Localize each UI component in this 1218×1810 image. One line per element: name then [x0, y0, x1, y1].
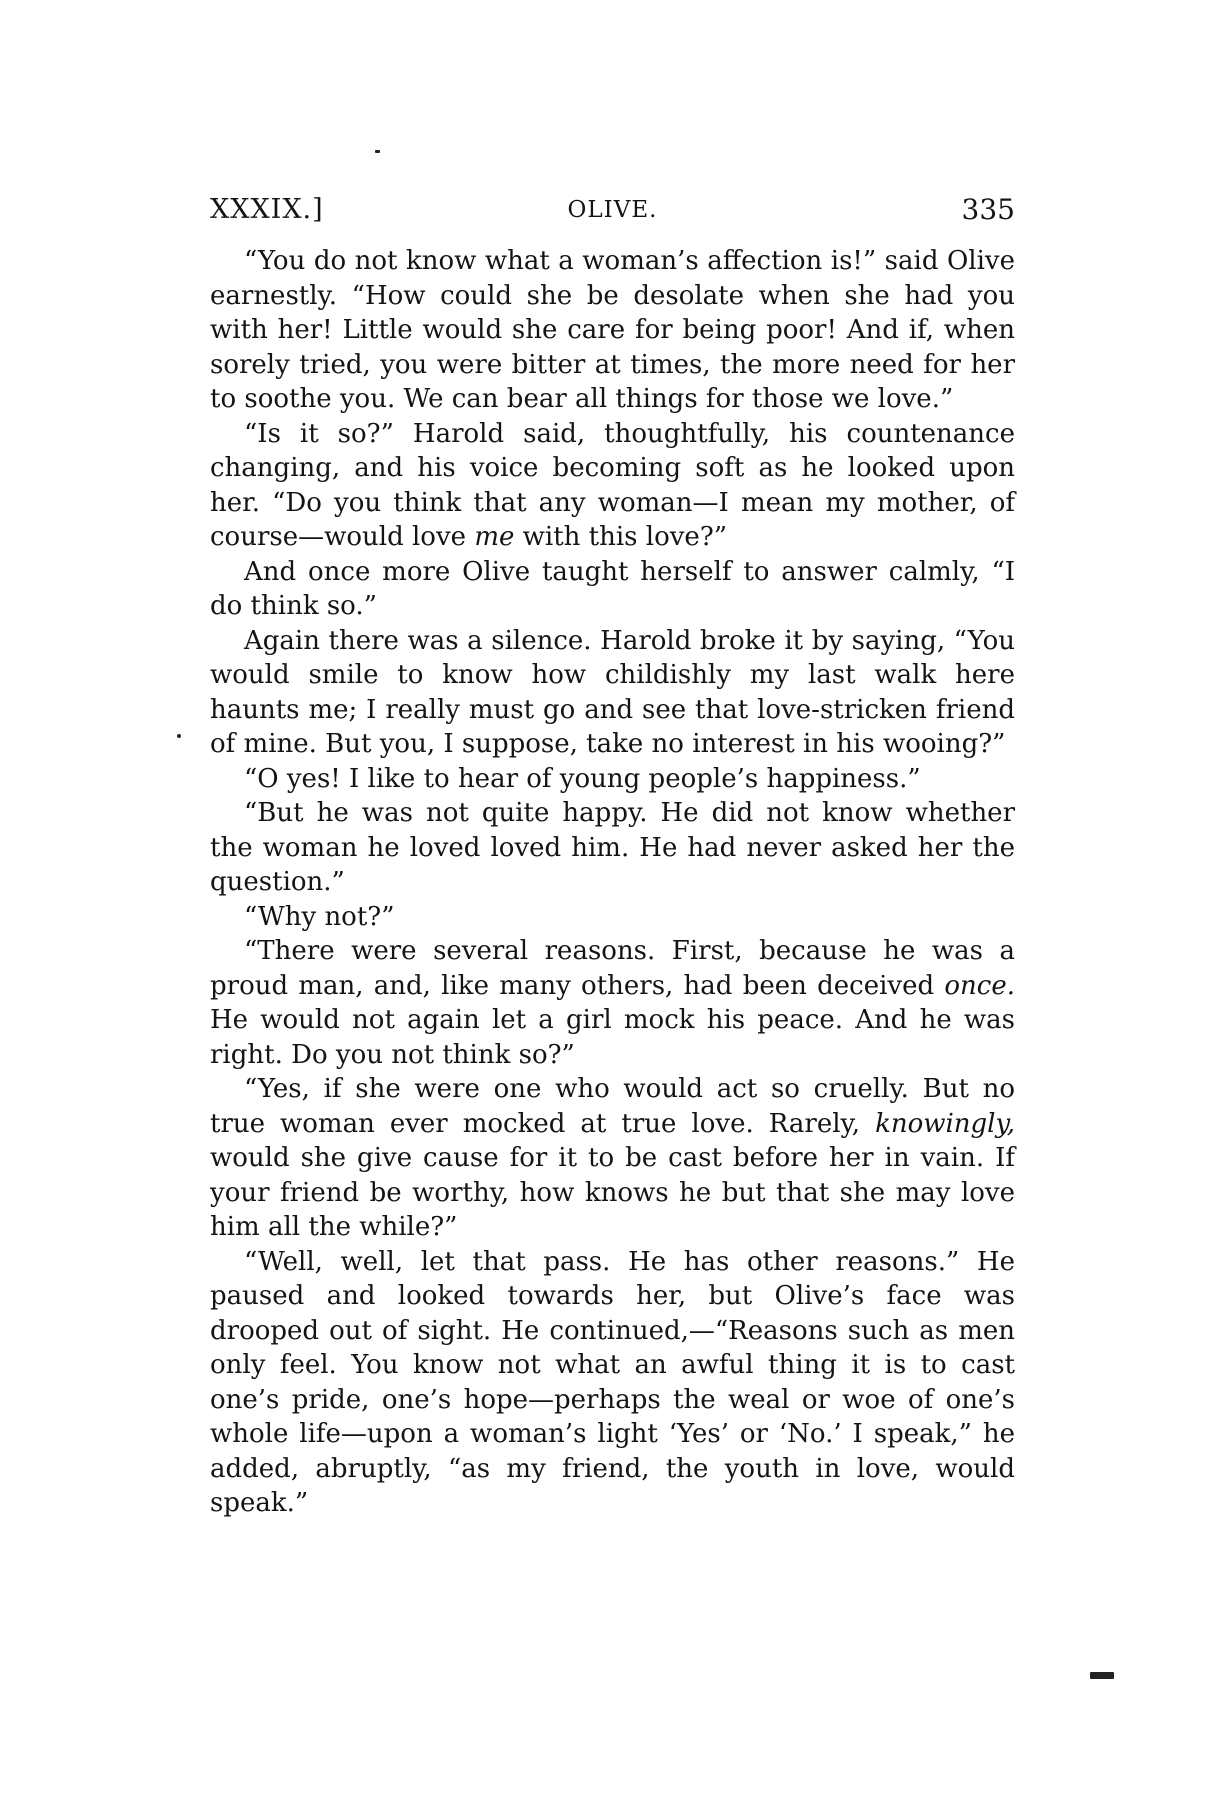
text-run: “Is it so?” Harold said, thoughtfully, his countenance changing, and his voice becoming soft as he looked upon her. “Do you think that any woman—I mean my mother, of course—would love [210, 418, 1015, 552]
italic-word: me [474, 522, 515, 552]
text-run: And once more Olive taught herself to answer calmly, “I do think so.” [210, 556, 1015, 621]
paragraph [210, 244, 1015, 417]
paragraph [210, 1245, 1015, 1521]
scan-speck [375, 150, 380, 153]
text-run: would she give cause for it to be cast before her in vain. If your friend be worthy, how knows he but that she may love him all the while?” [210, 1143, 1015, 1242]
body-text [210, 244, 1015, 1521]
paragraph [210, 555, 1015, 624]
scan-speck [177, 734, 181, 738]
text-run: “Why not?” [244, 901, 395, 932]
chapter-marker: XXXIX.] [210, 194, 324, 225]
text-run: Again there was a silence. Harold broke it by saying, “You would smile to know how childishly my last walk here haunts me; I really must go and see that love-stricken friend of mine. But you, I suppose, take no interest in his wooing?” [210, 625, 1015, 759]
paragraph [210, 796, 1015, 900]
paragraph [210, 624, 1015, 762]
text-run: He would not again let a girl mock his peace. And he was right. Do you not think so?” [210, 1005, 1015, 1070]
running-head [210, 190, 1015, 230]
italic-word: knowingly, [875, 1108, 1015, 1139]
text-run: “You do not know what a woman’s affection is!” said Olive earnestly. “How could she be desolate when she had you with her! Little would she care for being poor! And if, when sorely tried, you were bitter at times, the more need for her to soothe you. We can bear all things for those we love.” [210, 246, 1015, 414]
paragraph [210, 900, 1015, 935]
paragraph [210, 934, 1015, 1072]
running-title: OLIVE. [567, 197, 658, 223]
paragraph [210, 417, 1015, 555]
page-number: 335 [961, 193, 1015, 226]
book-page [210, 190, 1015, 1521]
text-run: “Well, well, let that pass. He has other reasons.” He paused and looked towards her, but Olive’s face was drooped out of sight. He continued,—“Reasons such as men only feel. You know not what an awful thing it is to cast one’s pride, one’s hope—perhaps the weal or woe of one’s whole life—upon a woman’s light ‘Yes’ or ‘No.’ I speak,” he added, abruptly, “as my friend, the youth in love, would speak.” [210, 1246, 1015, 1518]
scan-speck [1090, 1672, 1114, 1679]
italic-word: once. [944, 970, 1015, 1001]
text-run: “There were several reasons. First, because he was a proud man, and, like many others, had been deceived [210, 936, 1015, 1001]
text-run: “O yes! I like to hear of young people’s happiness.” [244, 763, 921, 794]
text-run: “But he was not quite happy. He did not know whether the woman he loved loved him. He had never asked her the question.” [210, 798, 1015, 897]
text-run: “Yes, if she were one who would act so cruelly. But no true woman ever mocked at true love. Rarely, [210, 1074, 1015, 1139]
text-run: with this love?” [514, 522, 728, 552]
paragraph [210, 762, 1015, 797]
paragraph [210, 1072, 1015, 1245]
